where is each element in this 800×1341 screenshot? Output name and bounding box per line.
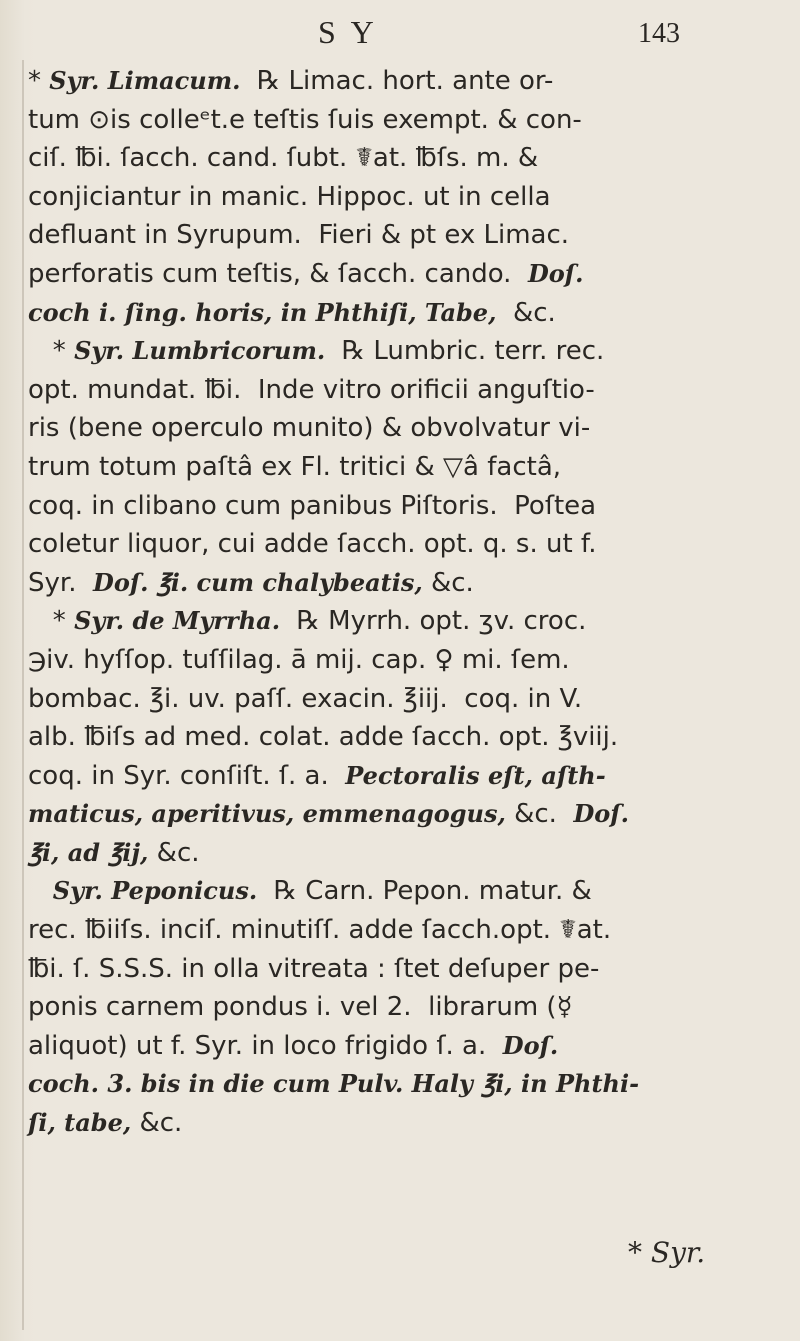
text-line [28,101,780,140]
text-line [28,718,780,757]
text-line [28,216,780,255]
text-segment: trum totum paſtâ ex Fl. tritici & ▽â factâ, [28,451,562,482]
text-segment: conjiciantur in manic. Hippoc. ut in cella [28,181,551,212]
text-segment: perforatis cum teſtis, & ſacch. cando. [28,258,528,289]
text-line [28,911,780,950]
italic-segment: Syr. Limacum. [49,66,241,95]
text-segment: opt. mundat. ℔i. Inde vitro orificii anguſtio- [28,374,595,405]
text-segment: ℔i. ſ. S.S.S. in olla vitreata : ſtet deſuper pe- [28,953,600,984]
text-line [28,62,780,101]
text-line [28,1104,780,1143]
text-segment: ℞ Lumbric. terr. rec. [325,336,605,367]
italic-segment: ℥i, ad ℥ij, [28,837,149,867]
text-segment: ponis carnem pondus i. vel 2. librarum (☿ [28,992,573,1023]
italic-segment: coch i. ſing. horis, in Phthiſi, Tabe, [28,297,497,327]
text-segment: ℞ Myrrh. opt. ʒv. croc. [280,606,587,637]
text-segment: coq. in Syr. conſiſt. ſ. a. [28,760,346,791]
text-line [28,255,780,294]
italic-segment: coch. 3. bis in die cum Pulv. Haly ℥i, in Phthi- [28,1069,640,1099]
italic-segment: Doſ. ℥i. cum chalybeatis, [93,567,423,597]
text-line [28,641,780,680]
text-line [28,757,780,796]
catchword: * Syr. [628,1236,706,1269]
text-segment: bombac. ℥i. uv. paſſ. exacin. ℥iij. coq. in V. [28,683,583,714]
text-line [28,1027,780,1066]
italic-segment: Syr. Peponicus. [52,876,258,906]
text-segment: coletur liquor, cui adde ſacch. opt. q. s. ut f. [28,529,597,560]
body-text [28,62,780,1143]
text-segment: ℞ Limac. hort. ante or- [240,66,554,96]
italic-segment: Syr. Lumbricorum. [74,336,326,366]
italic-segment: Pectoralis eſt, aſth- [345,760,606,790]
text-segment: &c. [505,799,574,830]
text-segment: alb. ℔iſs ad med. colat. adde ſacch. opt. ℥viij. [28,722,619,753]
page-number: 143 [638,18,680,49]
binding-shadow-line [22,60,24,1330]
italic-segment: Doſ. [502,1030,559,1060]
text-line [28,332,780,371]
text-line [28,487,780,526]
text-segment: ris (bene operculo munito) & obvolvatur vi- [28,413,591,444]
text-line [28,139,780,178]
text-segment: * [28,66,50,96]
text-segment: aliquot) ut f. Syr. in loco frigido ſ. a. [28,1030,503,1061]
text-line [28,525,780,564]
italic-segment: Syr. de Myrrha. [74,606,281,636]
italic-segment: ſi, tabe, [28,1108,132,1138]
text-segment: ciſ. ℔i. ſacch. cand. ſubt. ☤at. ℔ſs. m. & [28,143,539,174]
running-head: S Y [318,14,378,50]
text-segment: rec. ℔iiſs. inciſ. minutiſſ. adde ſacch.opt. ☤at. [28,915,612,946]
text-segment: &c. [131,1108,183,1139]
text-line [28,602,780,641]
text-line [28,178,780,217]
text-segment: &c. [422,567,474,598]
text-line [28,1065,780,1104]
italic-segment: maticus, aperitivus, emmenagogus, [28,799,506,829]
text-segment: tum ⊙is colleᵉt.e teſtis ſuis exempt. & con- [28,104,582,135]
text-segment: &c. [496,297,556,328]
text-line [28,564,780,603]
text-line [28,371,780,410]
text-line [28,872,780,911]
text-line [28,988,780,1027]
text-line [28,448,780,487]
text-segment: * [28,336,75,367]
text-line [28,294,780,333]
text-line [28,409,780,448]
page-header [28,14,780,62]
text-segment: &c. [148,837,200,868]
italic-segment: Doſ. [527,258,584,288]
text-segment: defluant in Syrupum. Fieri & pt ex Limac. [28,220,570,251]
text-line [28,950,780,989]
text-segment: * [28,606,75,637]
text-line [28,834,780,873]
text-segment: Syr. [28,567,93,598]
text-line [28,795,780,834]
text-segment: coq. in clibano cum panibus Piſtoris. Poſtea [28,490,597,521]
text-segment: ℈iv. hyſſop. tuſſilag. ā mij. cap. ♀ mi. ſem. [28,644,570,675]
text-segment: ℞ Carn. Pepon. matur. & [257,876,592,907]
italic-segment: Doſ. [573,799,629,829]
book-page [28,14,780,1143]
text-segment [28,876,53,906]
text-line [28,680,780,719]
